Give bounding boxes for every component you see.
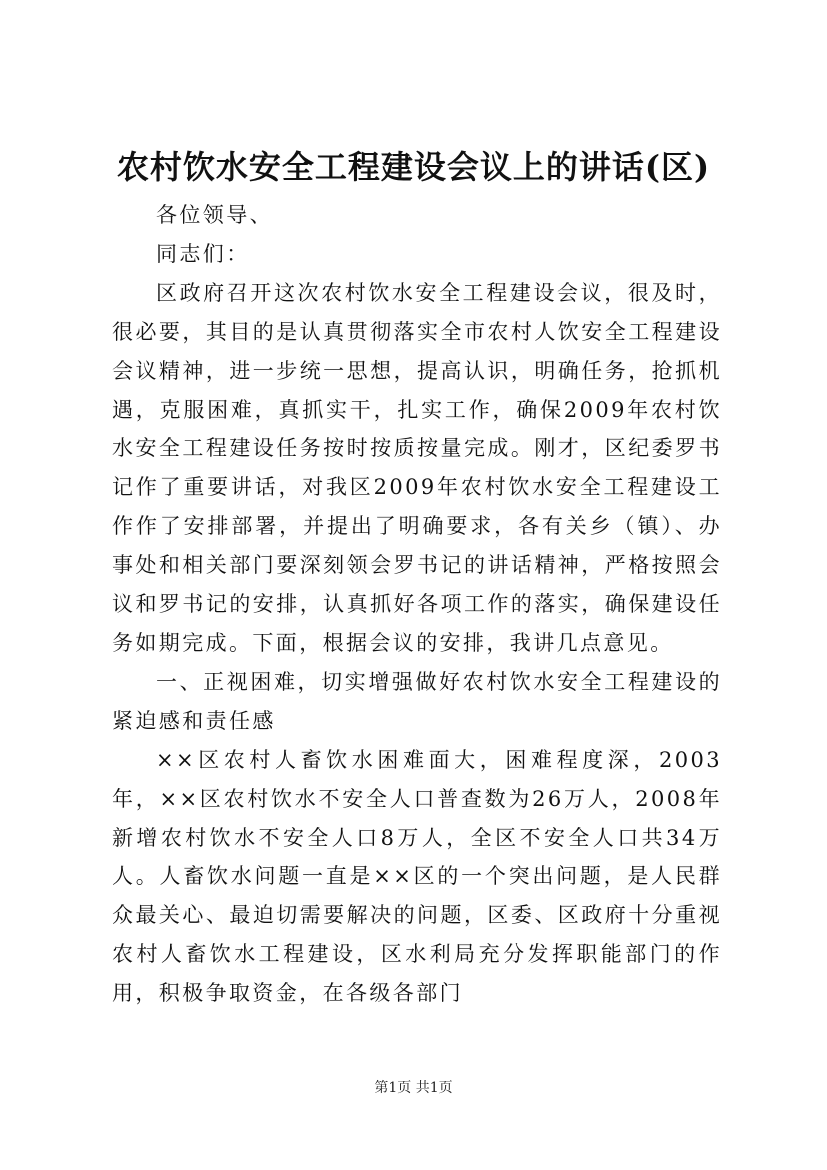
paragraph-section-1: ××区农村人畜饮水困难面大，困难程度深，2003年，××区农村饮水不安全人口普查数为26万人，2008年新增农村饮水不安全人口8万人，全区不安全人口共34万人。人畜饮水问题一直是××区的一个突出问题，是人民群众最关心、最迫切需要解决的问题，区委、区政府十分重视农村人畜饮水工程建设，区水利局充分发挥职能部门的作用，积极争取资金，在各级各部门 (112, 747, 722, 1006)
document-body (112, 196, 722, 1013)
page-footer: 第1页 共1页 (374, 1080, 453, 1096)
salutation-line-1: 各位领导、 (156, 203, 273, 227)
document-title: 农村饮水安全工程建设会议上的讲话(区) (116, 148, 711, 186)
paragraph-intro: 区政府召开这次农村饮水安全工程建设会议，很及时，很必要，其目的是认真贯彻落实全市农村人饮安全工程建设会议精神，进一步统一思想，提高认识，明确任务，抢抓机遇，克服困难，真抓实干，扎实工作，确保2009年农村饮水安全工程建设任务按时按质按量完成。刚才，区纪委罗书记作了重要讲话，对我区2009年农村饮水安全工程建设工作作了安排部署，并提出了明确要求，各有关乡（镇）、办事处和相关部门要深刻领会罗书记的讲话精神，严格按照会议和罗书记的安排，认真抓好各项工作的落实，确保建设任务如期完成。下面，根据会议的安排，我讲几点意见。 (112, 280, 722, 655)
salutation-line-2: 同志们： (156, 241, 250, 266)
section-heading-1: 一、正视困难，切实增强做好农村饮水安全工程建设的紧迫感和责任感 (112, 669, 722, 733)
